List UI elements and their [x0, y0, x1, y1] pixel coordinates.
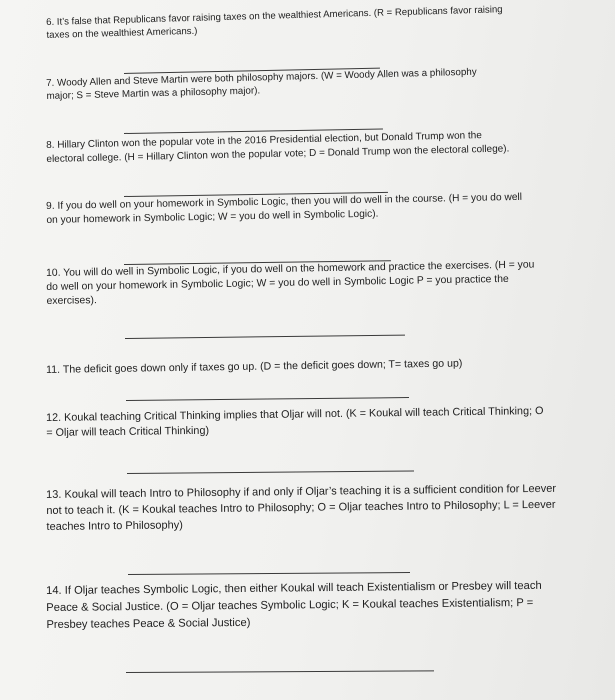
answer-line-12[interactable] [127, 470, 414, 474]
question-7: 7. Woody Allen and Steve Martin were both philosophy majors. (W = Woody Allen was a philosophy major; S = Steve Martin was a philosophy major). [46, 66, 477, 102]
answer-line-10[interactable] [125, 335, 405, 339]
answer-line-13[interactable] [128, 572, 410, 575]
question-6: 6. It’s false that Republicans favor raising taxes on the wealthiest Americans. (R = Republicans favor raising taxes on the wealthiest Americans.) [46, 4, 503, 41]
answer-line-11[interactable] [126, 397, 409, 401]
question-13: 13. Koukal will teach Intro to Philosophy if and only if Oljar’s teaching it is a sufficient condition for Leever not to teach it. (K = Koukal teaches Intro to Philosophy; O = Oljar teaches Intro to Philosophy; L = Leever teaches Intro to Philosophy) [46, 482, 557, 533]
question-12: 12. Koukal teaching Critical Thinking implies that Oljar will not. (K = Koukal will teach Critical Thinking; O = Oljar will teach Critical Thinking) [46, 405, 544, 439]
question-14: 14. If Oljar teaches Symbolic Logic, then either Koukal will teach Existentialism or Presbey will teach Peace & Social Justice. (O = Oljar teaches Symbolic Logic; K = Koukal teaches Existentialism; P = Presbey teaches Peace & Social Justice) [46, 579, 542, 631]
answer-line-14[interactable] [126, 670, 434, 673]
question-8: 8. Hillary Clinton won the popular vote in the 2016 Presidential election, but Donald Trump won the electoral college. (H = Hillary Clinton won the popular vote; D = Donald Trump won the electoral college). [46, 130, 510, 165]
question-11: 11. The deficit goes down only if taxes go up. (D = the deficit goes down; T= taxes go up) [46, 357, 463, 376]
question-10: 10. You will do well in Symbolic Logic, if you do well on the homework and practice the exercises. (H = you do well on your homework in Symbolic Logic; W = you do well in Symbolic Logic P = you practice the exercises). [46, 259, 535, 307]
question-9: 9. If you do well on your homework in Symbolic Logic, then you will do well in the course. (H = you do well on your homework in Symbolic Logic; W = you do well in Symbolic Logic). [46, 191, 523, 226]
